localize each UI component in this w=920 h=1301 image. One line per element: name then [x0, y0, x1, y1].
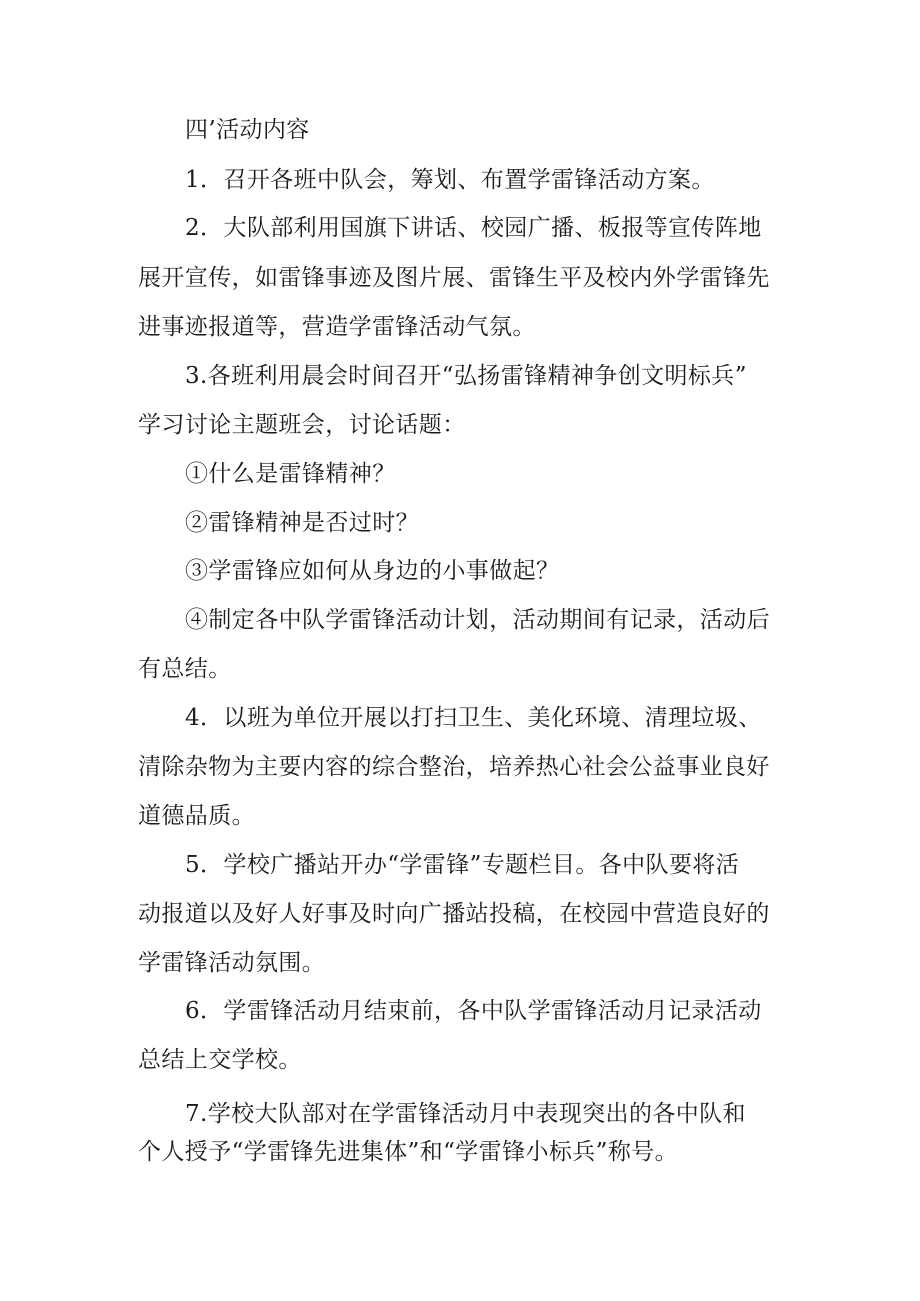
item-5-line-1: 5．学校广播站开办“学雷锋”专题栏目。各中队要将活: [185, 852, 740, 878]
item-2-line-2: 展开宣传，如雷锋事迹及图片展、雷锋生平及校内外学雷锋先: [138, 265, 770, 291]
item-4-line-3: 道德品质。: [138, 803, 255, 829]
item-4-line-2: 清除杂物为主要内容的综合整治，培养热心社会公益事业良好: [138, 754, 770, 780]
item-7-line-1: 7.学校大队部对在学雷锋活动月中表现突出的各中队和: [185, 1101, 746, 1127]
item-3-line-1: 3.各班利用晨会时间召开“弘扬雷锋精神争创文明标兵”: [185, 363, 747, 389]
section-heading: 四’活动内容: [185, 117, 310, 143]
item-6-line-1: 6．学雷锋活动月结束前，各中队学雷锋活动月记录活动: [185, 998, 762, 1024]
topic-2: ②雷锋精神是否过时？: [185, 510, 419, 536]
topic-3: ③学雷锋应如何从身边的小事做起？: [185, 558, 560, 584]
item-1-line-1: 1．召开各班中队会，筹划、布置学雷锋活动方案。: [185, 167, 715, 193]
item-7-line-2: 个人授予“学雷锋先进集体”和“学雷锋小标兵”称号。: [138, 1139, 679, 1165]
item-2-line-3: 进事迹报道等，营造学雷锋活动气氛。: [138, 314, 536, 340]
item-4-line-1: 4．以班为单位开展以打扫卫生、美化环境、清理垃圾、: [185, 705, 762, 731]
topic-4-line-1: ④制定各中队学雷锋活动计划，活动期间有记录，活动后: [185, 607, 770, 633]
item-5-line-2: 动报道以及好人好事及时向广播站投稿，在校园中营造良好的: [138, 901, 770, 927]
item-3-line-2: 学习讨论主题班会，讨论话题：: [138, 412, 466, 438]
item-6-line-2: 总结上交学校。: [138, 1047, 302, 1073]
topic-1: ①什么是雷锋精神？: [185, 461, 396, 487]
topic-4-line-2: 有总结。: [138, 656, 232, 682]
item-2-line-1: 2．大队部利用国旗下讲话、校园广播、板报等宣传阵地: [185, 215, 762, 241]
item-5-line-3: 学雷锋活动氛围。: [138, 950, 326, 976]
